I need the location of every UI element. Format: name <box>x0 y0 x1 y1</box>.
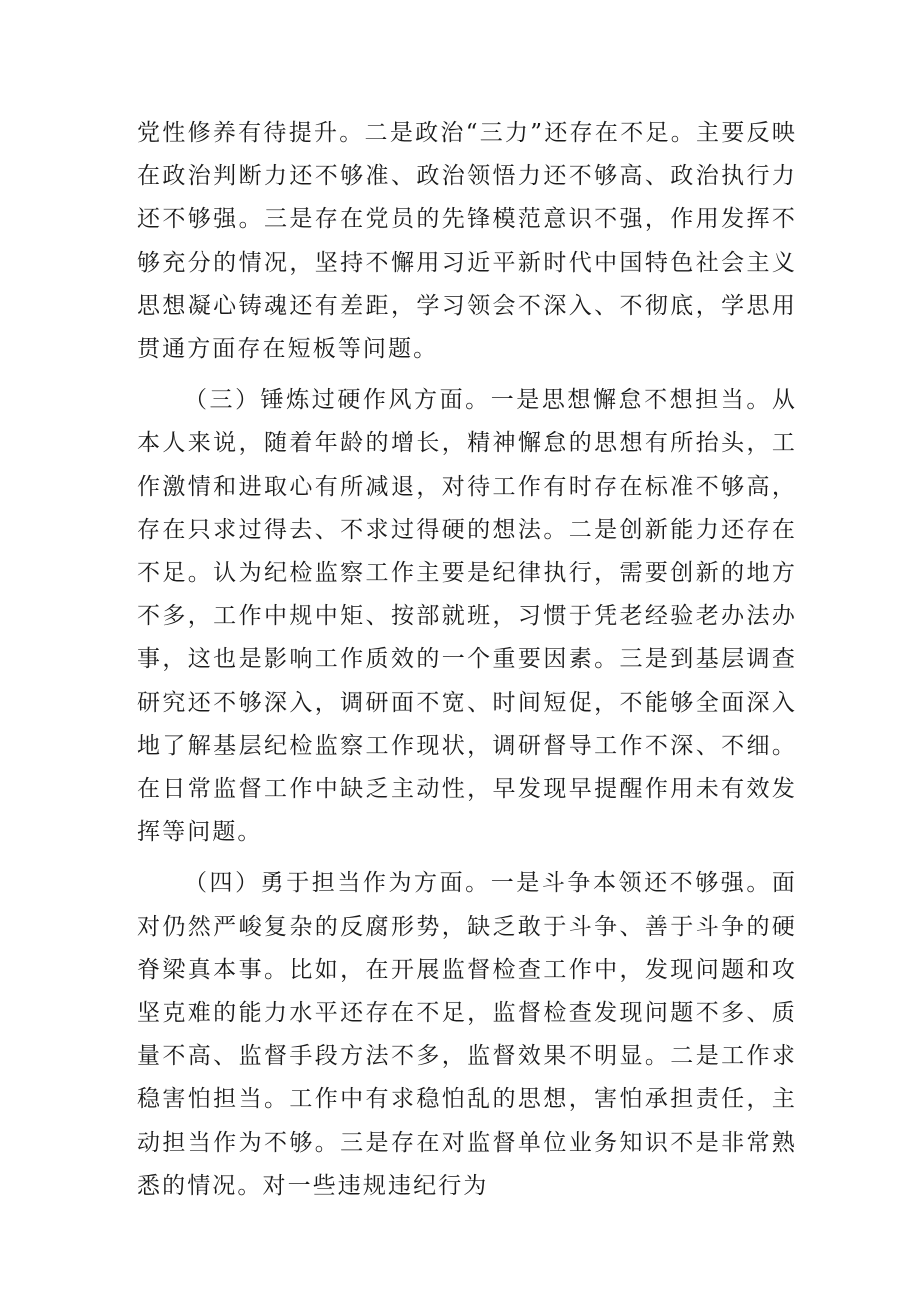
document-body <box>137 112 797 1208</box>
paragraph-responsibility: （四）勇于担当作为方面。一是斗争本领还不够强。面对仍然严峻复杂的反腐形势，缺乏敢于斗争、善于斗争的硬脊梁真本事。比如，在开展监督检查工作中，发现问题和攻坚克难的能力水平还存在不足，监督检查发现问题不多、质量不高、监督手段方法不多，监督效果不明显。二是工作求稳害怕担当。工作中有求稳怕乱的思想，害怕承担责任，主动担当作为不够。三是存在对监督单位业务知识不是非常熟悉的情况。对一些违规违纪行为 <box>137 870 797 1199</box>
paragraph-party-spirit: 党性修养有待提升。二是政治“三力”还存在不足。主要反映在政治判断力还不够准、政治领悟力还不够高、政治执行力还不够强。三是存在党员的先锋模范意识不强，作用发挥不够充分的情况，坚持不懈用习近平新时代中国特色社会主义思想凝心铸魂还有差距，学习领会不深入、不彻底，学思用贯通方面存在短板等问题。 <box>137 120 797 363</box>
paragraph-work-style: （三）锤炼过硬作风方面。一是思想懈怠不想担当。从本人来说，随着年龄的增长，精神懈怠的思想有所抬头，工作激情和进取心有所减退，对待工作有时存在标准不够高，存在只求过得去、不求过得硬的想法。二是创新能力还存在不足。认为纪检监察工作主要是纪律执行，需要创新的地方不多，工作中规中矩、按部就班，习惯于凭老经验老办法办事，这也是影响工作质效的一个重要因素。三是到基层调查研究还不够深入，调研面不宽、时间短促，不能够全面深入地了解基层纪检监察工作现状，调研督导工作不深、不细。在日常监督工作中缺乏主动性，早发现早提醒作用未有效发挥等问题。 <box>137 387 797 846</box>
